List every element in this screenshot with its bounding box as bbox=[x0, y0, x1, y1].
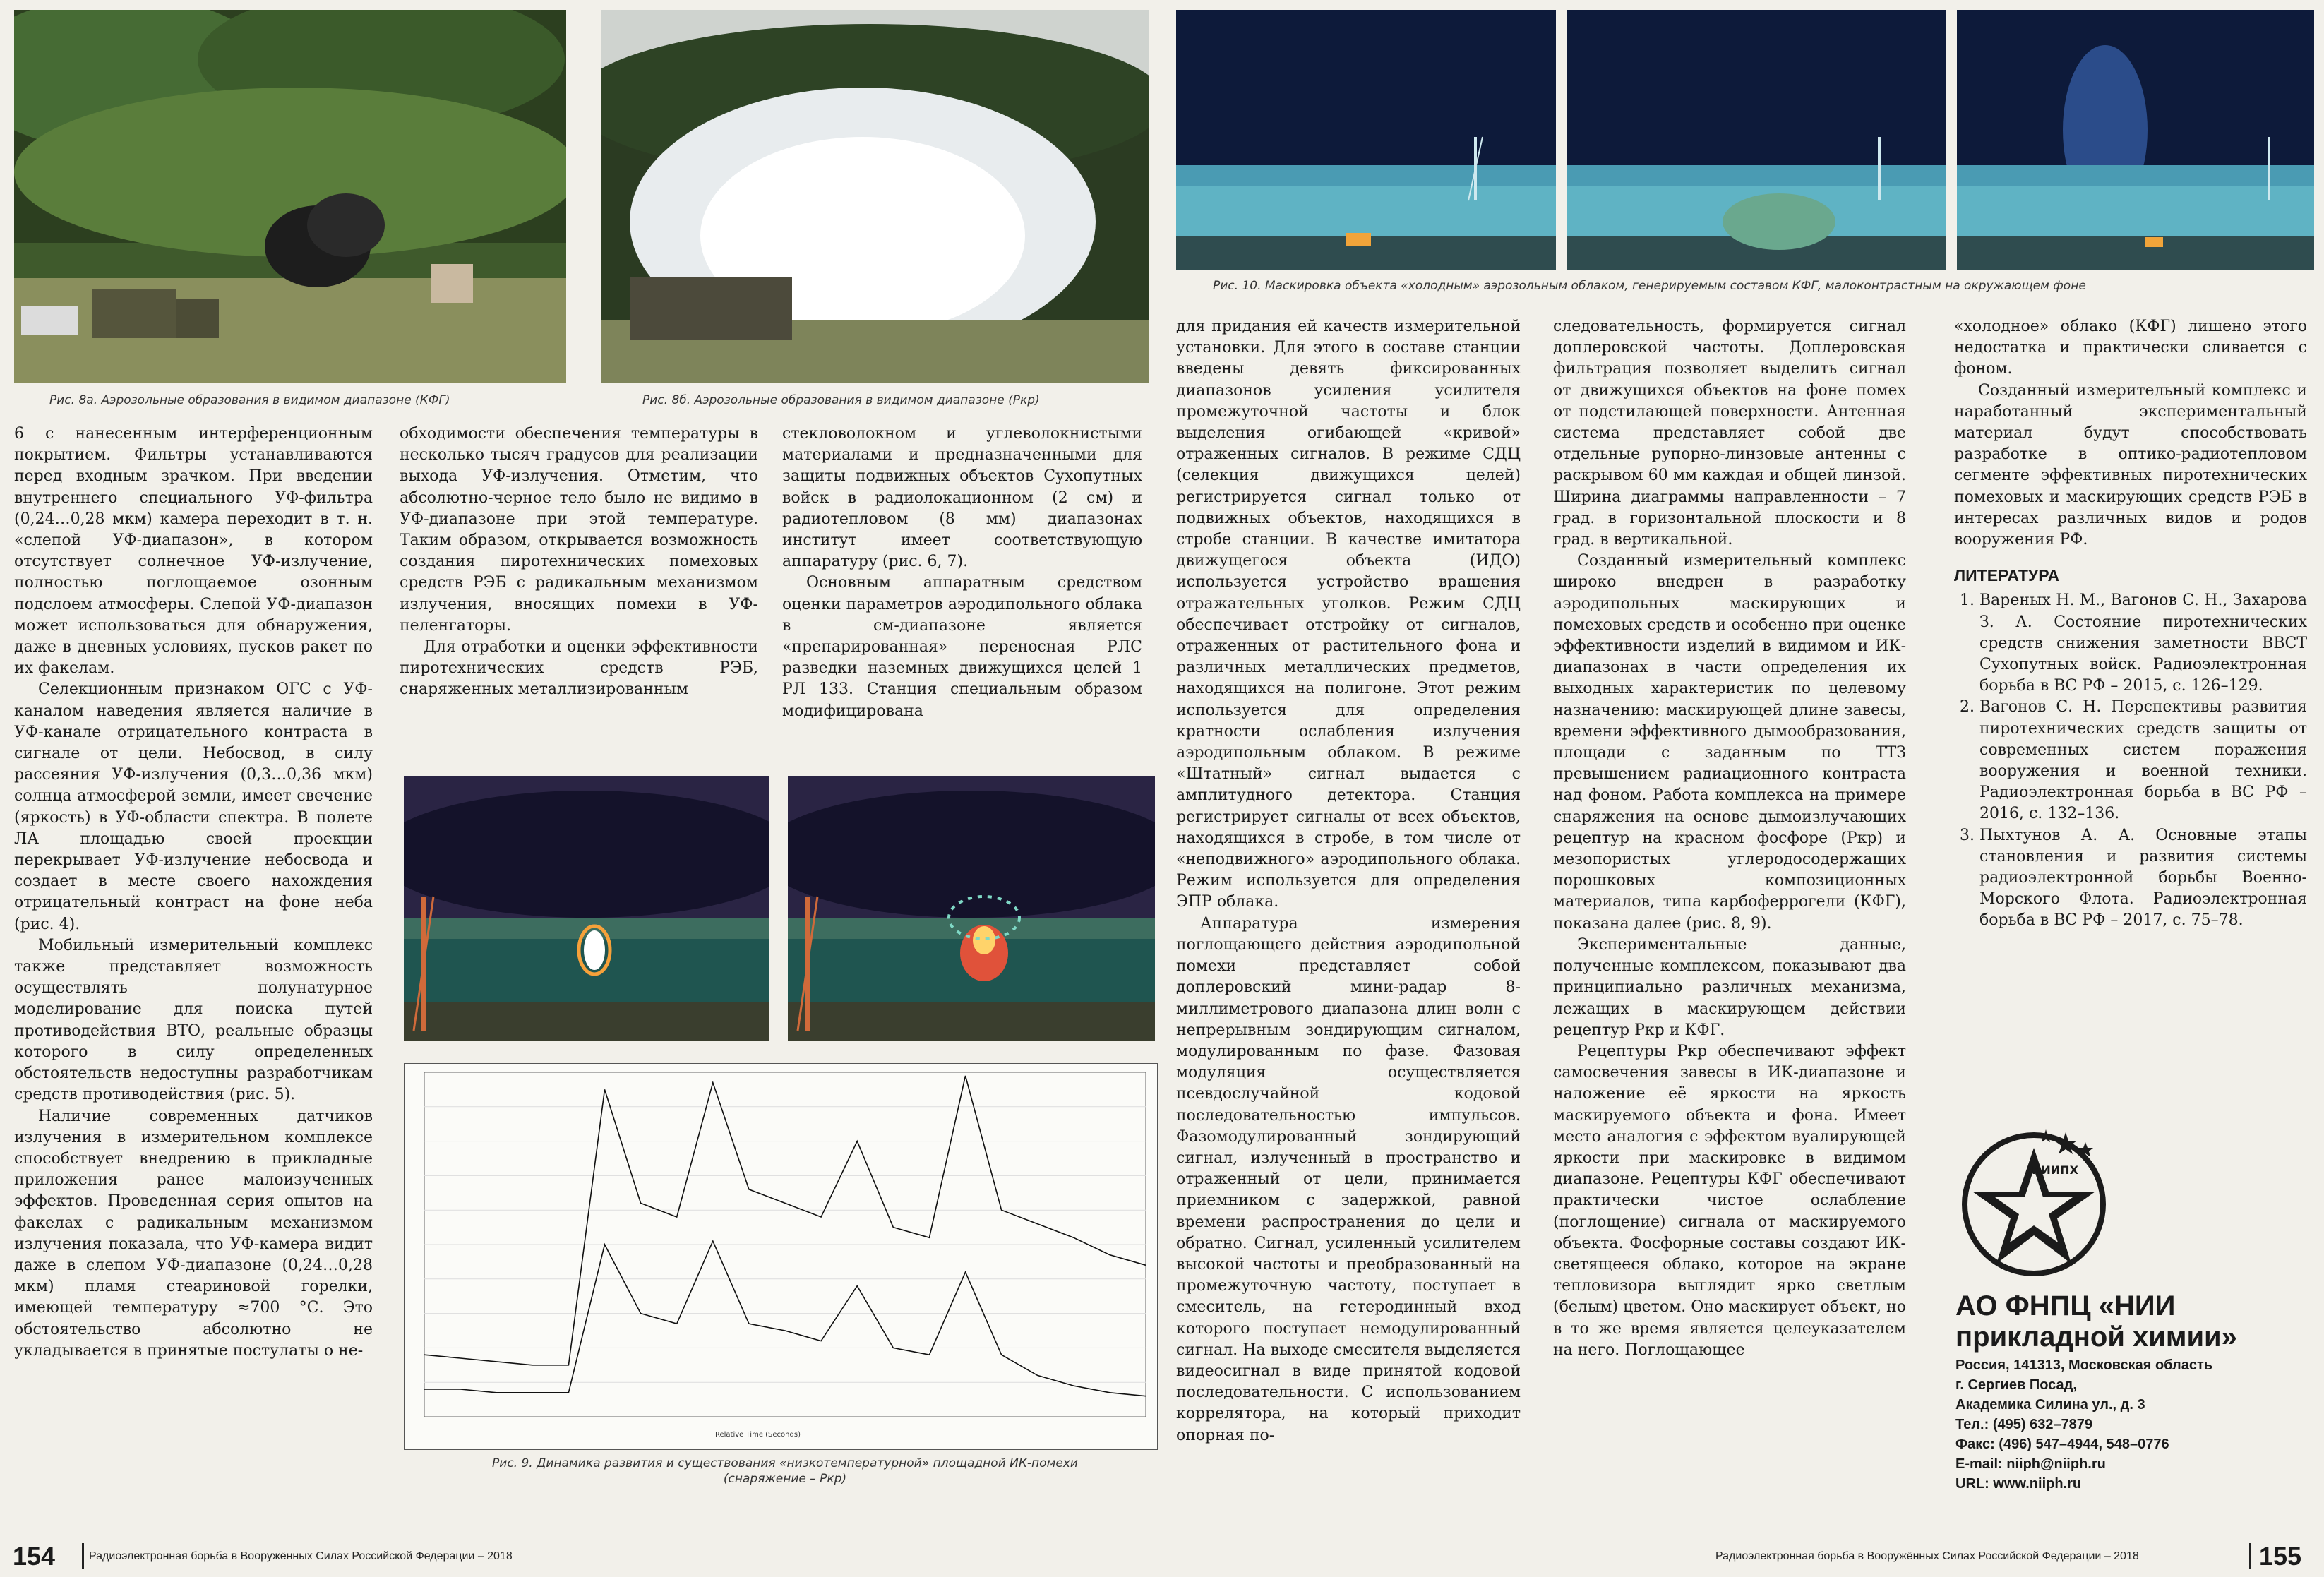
paragraph: стекловолокном и углеволокнистыми материалами и предназначенными для защиты подвижных объектов Сухопутных войск в радиолокационном (2 см) и радиотепловом (8 мм) диапазонах институт имеет соответствующую аппаратуру (рис. 6, 7). bbox=[782, 425, 1142, 571]
paragraph: Основным аппаратным средством оценки параметров аэродипольного облака в см-диапазоне является «препарированная» переносная РЛС разведки наземных движущихся целей 1 РЛ 133. Станция специальным образом модифицирована bbox=[782, 574, 1142, 720]
fig9-caption-line1: Рис. 9. Динамика развития и существования «низкотемпературной» площадной ИК-помехи bbox=[492, 1456, 1078, 1470]
fig8b-photo bbox=[601, 10, 1149, 383]
fax: Факс: (496) 547–4944, 548–0776 bbox=[1955, 1437, 2169, 1452]
chart-series-line-1 bbox=[424, 1076, 1146, 1365]
footer-bar-right bbox=[2249, 1543, 2251, 1569]
paragraph: 6 с нанесенным интерференционным покрытием. Фильтры устанавливаются перед входным зрачком. При введении внутреннего специального УФ-фильтра (0,24…0,28 мкм) камера переходит в т. н. «слепой УФ-диапазон», в котором отсутствует солнечное УФ-излучение, полностью поглощаемое озонным подслоем атмосферы. Слепой УФ-диапазон может использоваться для обнаружения, даже в дневных условиях, пусков ракет по их факелам. bbox=[14, 425, 373, 678]
journal-title-right: Радиоэлектронная борьба в Вооружённых Силах Российской Федерации – 2018 bbox=[1715, 1550, 2139, 1562]
address-line1: Россия, 141313, Московская область bbox=[1955, 1357, 2213, 1373]
literature-title: ЛИТЕРАТУРА bbox=[1954, 566, 2060, 585]
right-column-1 bbox=[1553, 316, 1906, 1361]
paragraph: Селекционным признаком ОГС с УФ-каналом наведения является наличие в УФ-канале отрицательного контраста в сигнале от цели. Небосвод, в силу рассеяния УФ-излучения (0,3…0,36 мкм) солнца атмосферой земли, имеет свечение (яркость) в УФ-области спектра. В полете ЛА площадью своей проекции перекрывает УФ-излучение небосвода и создает в месте своего нахождения отрицательный контраст на фоне неба (рис. 4). bbox=[14, 680, 373, 933]
paragraph: Рецептуры Ркр обеспечивают эффект самосвечения завесы в ИК-диапазоне и наложение её яркости на яркость маскируемого объекта и фона. Имеет место аналогия с эффектом вуалирующей яркости при маскировке в видимом диапазоне. Рецептуры КФГ обеспечивают практически чистое ослабление (поглощение) сигнала от маскируемого объекта. Фосфорные составы создают ИК-светящееся облако, которое на экране тепловизора выглядит ярко светлым (белым) цветом. Оно маскирует объект, но в то же время является целеуказателем на него. Поглощающее bbox=[1553, 1042, 1906, 1359]
paragraph: Экспериментальные данные, полученные комплексом, показывают два принципиально различных механизма, лежащих в маскирующем действии рецептур Ркр и КФГ. bbox=[1553, 935, 1906, 1039]
left-column-2 bbox=[400, 424, 758, 701]
paragraph: Для отработки и оценки эффективности пиротехнических средств РЭБ, снаряженных металлизированным bbox=[400, 638, 758, 699]
paragraph: Созданный измерительный комплекс и наработанный экспериментальный материал будут способствовать разработке в оптико-радиотепловом сегменте эффективных пиротехнических помеховых и маскирующих средств РЭБ в интересах различных видов и родов вооружения РФ. bbox=[1954, 381, 2307, 549]
fig9-thermal-photo-right bbox=[788, 776, 1155, 1041]
fig10-caption: Рис. 10. Маскировка объекта «холодным» аэрозольным облаком, генерируемым составом КФГ, малоконтрастным на окружающем фоне bbox=[1213, 279, 2086, 293]
fig8b-caption: Рис. 8б. Аэрозольные образования в видимом диапазоне (Ркр) bbox=[642, 393, 1040, 407]
journal-title: Радиоэлектронная борьба в Вооружённых Силах Российской Федерации – 2018 bbox=[89, 1550, 513, 1562]
left-column-1 bbox=[14, 424, 373, 1362]
page-number-right: 155 bbox=[2259, 1542, 2302, 1571]
page-number: 154 bbox=[13, 1542, 56, 1571]
logo-text: НИИПХ bbox=[2032, 1163, 2078, 1177]
email-link[interactable]: E-mail: niiph@niiph.ru bbox=[1955, 1456, 2106, 1472]
fig9-caption bbox=[418, 1456, 1152, 1487]
fig10-photo-2 bbox=[1567, 10, 1946, 270]
paragraph: обходимости обеспечения температуры в несколько тысяч градусов для реализации выхода УФ-излучения. Отметим, что абсолютно-черное тело было не видимо в УФ-диапазоне при этой температуре. Таким образом, открывается возможность создания пиротехнических помеховых средств РЭБ с радикальным механизмом излучения, вносящих помехи в УФ-пеленгаторы. bbox=[400, 425, 758, 635]
left-column-3 bbox=[782, 424, 1142, 722]
paragraph: Созданный измерительный комплекс широко внедрен в разработку аэродипольных маскирующих и помеховых средств и особенно при оценке эффективности изделий в видимом и ИК-диапазонах в части определения их выходных характеристик по целевому назначению: маскирующей длине завесы, времени эффективного дымообразования, площади с заданным по ТТЗ превышением радиационного контраста над фоном. Работа комплекса на примере снаряжения на основе дымоизлучающих рецептур на красном фосфоре (Ркр) и мезопористых углеродосодержащих порошковых композиционных материалов, типа карбоферрогели (КФГ), показана далее (рис. 8, 9). bbox=[1553, 552, 1906, 933]
literature-list bbox=[1954, 590, 2307, 931]
chart-series-line-2 bbox=[424, 1241, 1146, 1396]
fig8a-caption: Рис. 8а. Аэрозольные образования в видимом диапазоне (КФГ) bbox=[49, 393, 450, 407]
footer-bar bbox=[82, 1543, 84, 1569]
paragraph: Аппаратура измерения поглощающего действия аэродипольной помехи представляет собой доплеровский мини-радар 8-миллиметрового диапазона длин волн с непрерывным зондирующим сигналом, модулированным по фазе. Фазовая модуляция осуществляется псевдослучайной кодовой последовательностью импульсов. Фазомодулированный зондирующий сигнал, излученный в пространство и отраженный от цели, принимается приемником с задержкой, равной времени распространения до цели и обратно. Сигнал, усиленный усилителем высокой частоты и преобразованный на промежуточную частоту, поступает в смеситель, на гетеродинный вход которого поступает немодулированный сигнал. На выходе смесителя выделяется видеосигнал в виде принятой кодовой последовательности. С использованием коррелятора, на который приходит опорная по- bbox=[1176, 914, 1521, 1444]
phone: Тел.: (495) 632–7879 bbox=[1955, 1417, 2093, 1432]
fig8a-photo bbox=[14, 10, 566, 383]
fig9-thermal-photo-left bbox=[404, 776, 769, 1041]
paragraph: Мобильный измерительный комплекс также представляет возможность осуществлять полунатурное моделирование для поиска путей противодействия ВТО, реальные образцы которого в силу определенных обстоятельств недоступны разработчикам средств противодействия (рис. 5). bbox=[14, 936, 373, 1104]
paragraph: для придания ей качеств измерительной установки. Для этого в составе станции введены девять фиксированных диапазонов усиления усилителя промежуточной частоты и блок выделения огибающей «кривой» отраженных сигналов. В режиме СДЦ (селекция движущихся целей) регистрируется сигнал только от подвижных объектов, находящихся в стробе станции. В качестве имитатора движущегося объекта (ИДО) используется устройство вращения отражательных уголков. Режим СДЦ обеспечивает отстройку от сигналов, отраженных от растительного фона и различных металлических предметов, находящихся на полигоне. Этот режим используется для определения кратности ослабления излучения аэродипольным облаком. В режиме «Штатный» сигнал выдается с амплитудного детектора. Станция регистрирует сигналы от всех объектов, находящихся в стробе, в том числе от «неподвижного» аэродипольного облака. Режим используется для определения ЭПР облака. bbox=[1176, 318, 1521, 911]
address-line3: Академика Силина ул., д. 3 bbox=[1955, 1397, 2145, 1413]
paragraph: Наличие современных датчиков излучения в измерительном комплексе способствует внедрению в прикладные приложения ранее малоизученных эффектов. Проведенная серия опытов на факелах с радикальным механизмом излучения показала, что УФ-камера видит даже в слепом УФ-диапазоне (0,24…0,28 мкм) пламя стеариновой горелки, имеющей температуру ≈700 °С. Это обстоятельство абсолютно не укладывается в принятые постулаты о не- bbox=[14, 1107, 373, 1360]
paragraph: следовательность, формируется сигнал доплеровской частоты. Доплеровская фильтрация позволяет выделить сигнал от движущихся объектов на фоне помех от подстилающей поверхности. Антенная система представляет собой две отдельные рупорно-линзовые антенны с раскрывом 60 мм каждая и общей линзой. Ширина диаграммы направленности – 7 град. в горизонтальной плоскости и 8 град. в вертикальной. bbox=[1553, 318, 1906, 549]
literature-item: 1. Вареных Н. М., Вагонов С. Н., Захарова З. А. Состояние пиротехнических средств снижения заметности ВВСТ Сухопутных войск. Радиоэлектронная борьба в ВС РФ – 2015, с. 126–129. bbox=[1979, 590, 2307, 697]
paragraph: «холодное» облако (КФГ) лишено этого недостатка и практически сливается с фоном. bbox=[1954, 318, 2307, 378]
fig9-chart-svg bbox=[405, 1064, 1157, 1449]
literature-item: 2. Вагонов С. Н. Перспективы развития пиротехнических средств защиты от современных систем поражения вооружения и военной техники. Радиоэлектронная борьба в ВС РФ – 2016, с. 132–136. bbox=[1979, 697, 2307, 825]
star-logo-icon bbox=[1960, 1127, 2108, 1282]
left-page-column-4 bbox=[1176, 316, 1521, 1446]
literature-item: 3. Пыхтунов А. А. Основные этапы становления и развития системы радиоэлектронной борьбы Военно-Морского Флота. Радиоэлектронная борьба в ВС РФ – 2017, с. 75–78. bbox=[1979, 825, 2307, 932]
company-logo bbox=[1960, 1127, 2108, 1282]
company-name-line1: АО ФНПЦ «НИИ bbox=[1955, 1290, 2176, 1321]
literature-section bbox=[1954, 565, 2307, 931]
fig10-photo-1 bbox=[1176, 10, 1556, 270]
chart-x-label: Relative Time (Seconds) bbox=[715, 1431, 801, 1439]
right-column-2 bbox=[1954, 316, 2307, 932]
address-line2: г. Сергиев Посад, bbox=[1955, 1377, 2077, 1393]
company-name-line2: прикладной химии» bbox=[1955, 1321, 2237, 1353]
fig10-photo-3 bbox=[1957, 10, 2314, 270]
fig9-caption-line2: (снаряжение – Ркр) bbox=[723, 1472, 847, 1486]
url-link[interactable]: URL: www.niiph.ru bbox=[1955, 1476, 2082, 1492]
fig9-chart bbox=[404, 1063, 1158, 1450]
company-block bbox=[1955, 1290, 2308, 1494]
